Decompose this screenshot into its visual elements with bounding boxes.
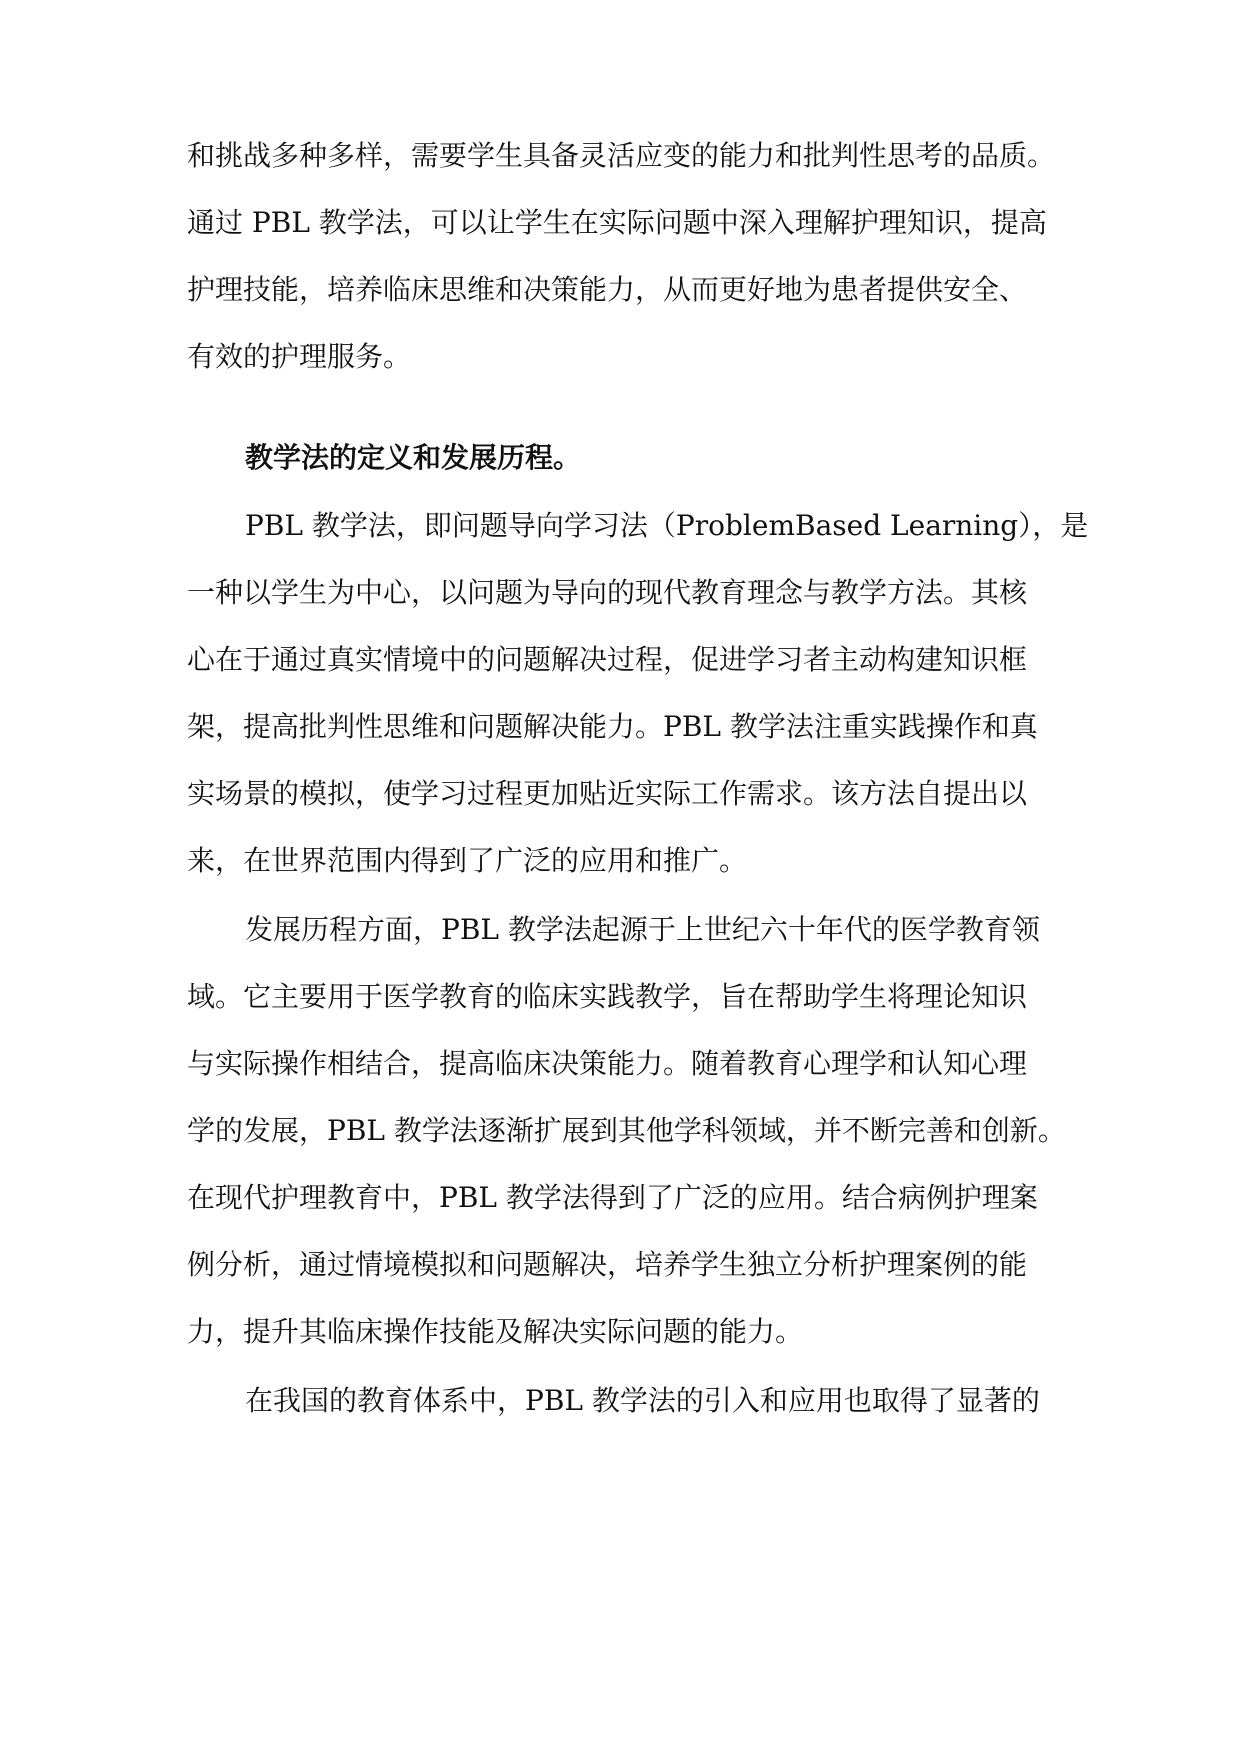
paragraph1-line-5: 实场景的模拟，使学习过程更加贴近实际工作需求。该方法自提出以 [187,777,1028,810]
paragraph2-line-7: 力，提升其临床操作技能及解决实际问题的能力。 [187,1315,804,1348]
paragraph1-line-6: 来，在世界范围内得到了广泛的应用和推广。 [187,844,748,877]
paragraph2-line-2: 域。它主要用于医学教育的临床实践教学，旨在帮助学生将理论知识 [187,980,1028,1013]
paragraph2-line-5: 在现代护理教育中，PBL 教学法得到了广泛的应用。结合病例护理案 [187,1181,1038,1214]
paragraph1-line-3: 心在于通过真实情境中的问题解决过程，促进学习者主动构建知识框 [187,643,1028,676]
paragraph1-line-1: PBL 教学法，即问题导向学习法（ProblemBased Learning），是 [245,509,1089,542]
intro-line-4: 有效的护理服务。 [187,340,412,373]
paragraph1-line-2: 一种以学生为中心，以问题为导向的现代教育理念与教学方法。其核 [187,576,1028,609]
paragraph2-line-3: 与实际操作相结合，提高临床决策能力。随着教育心理学和认知心理 [187,1047,1028,1080]
section-heading: 教学法的定义和发展历程。 [245,441,582,474]
intro-line-2: 通过 PBL 教学法，可以让学生在实际问题中深入理解护理知识，提高 [187,206,1047,239]
paragraph2-line-6: 例分析，通过情境模拟和问题解决，培养学生独立分析护理案例的能 [187,1248,1028,1281]
intro-line-3: 护理技能，培养临床思维和决策能力，从而更好地为患者提供安全、 [187,273,1028,306]
paragraph1-line-4: 架，提高批判性思维和问题解决能力。PBL 教学法注重实践操作和真 [187,710,1038,743]
paragraph2-line-1: 发展历程方面，PBL 教学法起源于上世纪六十年代的医学教育领 [245,913,1040,946]
paragraph3-line-1: 在我国的教育体系中，PBL 教学法的引入和应用也取得了显著的 [245,1384,1040,1417]
paragraph2-line-4: 学的发展，PBL 教学法逐渐扩展到其他学科领域，并不断完善和创新。 [187,1114,1066,1147]
intro-line-1: 和挑战多种多样，需要学生具备灵活应变的能力和批判性思考的品质。 [187,139,1056,172]
